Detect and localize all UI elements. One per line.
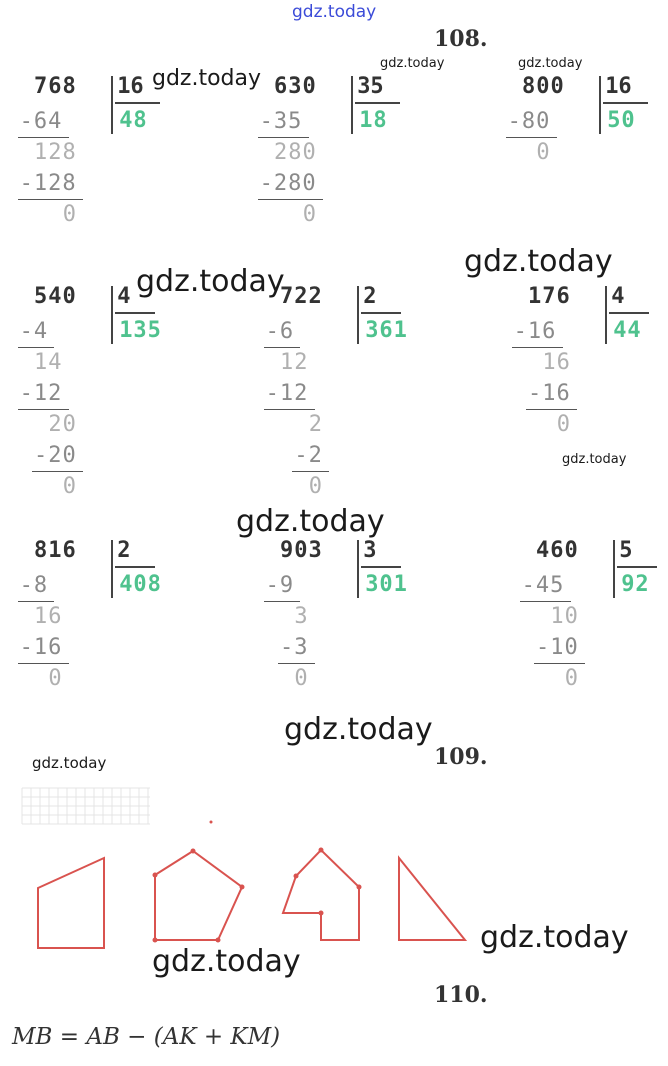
dividend: 800 (522, 74, 565, 99)
watermark-top: gdz.today (292, 2, 377, 22)
watermark: gdz.today (32, 754, 107, 772)
dividend: 630 (274, 74, 317, 99)
quadrilateral-shape (38, 858, 104, 948)
divisor: 4 (117, 284, 131, 309)
divisor: 5 (619, 538, 633, 563)
subtrahend: -12 (265, 381, 309, 406)
remainder: 0 (62, 474, 78, 499)
watermark: gdz.today (562, 452, 627, 467)
divisor: 2 (363, 284, 377, 309)
watermark: gdz.today (152, 66, 262, 91)
quotient: 48 (119, 108, 148, 133)
remainder: 16 (542, 350, 571, 375)
dividend: 816 (34, 538, 77, 563)
divisor: 16 (605, 74, 632, 99)
subtrahend: -2 (294, 443, 323, 468)
remainder: 10 (550, 604, 579, 629)
subtrahend: -128 (19, 171, 77, 196)
subtrahend: -64 (19, 109, 63, 134)
dividend: 722 (280, 284, 323, 309)
hexagon-shape (283, 850, 359, 940)
subtrahend: -45 (521, 573, 565, 598)
quotient: 135 (119, 318, 162, 343)
quotient: 92 (621, 572, 650, 597)
subtrahend: -12 (19, 381, 63, 406)
grid-paper (22, 788, 150, 824)
subtrahend: -16 (528, 381, 571, 406)
remainder: 0 (302, 202, 318, 227)
remainder: 3 (294, 604, 309, 629)
subtrahend: -8 (19, 573, 49, 598)
watermark: gdz.today (236, 504, 385, 539)
pentagon-shape (155, 851, 242, 940)
watermark: gdz.today (380, 56, 445, 71)
subtrahend: -9 (265, 573, 295, 598)
quotient: 301 (365, 572, 408, 597)
watermark: gdz.today (284, 712, 433, 747)
quotient: 44 (613, 318, 642, 343)
watermark: gdz.today (518, 56, 583, 71)
quotient: 408 (119, 572, 162, 597)
divisor: 3 (363, 538, 377, 563)
subtrahend: -16 (513, 319, 557, 344)
divisor: 4 (611, 284, 625, 309)
watermark: gdz.today (136, 264, 285, 299)
subtrahend: -3 (280, 635, 309, 660)
divisor: 35 (357, 74, 384, 99)
dividend: 176 (528, 284, 571, 309)
remainder: 0 (308, 474, 324, 499)
remainder: 0 (536, 140, 551, 165)
watermark: gdz.today (152, 944, 301, 979)
watermark: gdz.today (464, 244, 613, 279)
quotient: 18 (359, 108, 388, 133)
divisor: 16 (117, 74, 144, 99)
watermark: gdz.today (480, 920, 629, 955)
remainder: 0 (294, 666, 309, 691)
subtrahend: -4 (19, 319, 49, 344)
quotient: 50 (607, 108, 636, 133)
subtrahend: -6 (265, 319, 295, 344)
problem-number-108: 108. (434, 26, 488, 52)
remainder: 128 (34, 140, 77, 165)
remainder: 20 (48, 412, 77, 437)
remainder: 12 (280, 350, 309, 375)
dividend: 768 (34, 74, 77, 99)
dividend: 540 (34, 284, 77, 309)
remainder: 16 (34, 604, 63, 629)
remainder: 0 (62, 202, 78, 227)
subtrahend: -80 (507, 109, 551, 134)
subtrahend: -20 (34, 443, 77, 468)
formula-110: MB = AB − (AK + KM) (12, 1024, 281, 1050)
remainder: 0 (48, 666, 63, 691)
problem-number-109: 109. (434, 744, 488, 770)
remainder: 2 (308, 412, 324, 437)
subtrahend: -280 (259, 171, 317, 196)
remainder: 0 (564, 666, 580, 691)
quotient: 361 (365, 318, 408, 343)
remainder: 0 (556, 412, 572, 437)
remainder: 14 (34, 350, 63, 375)
subtrahend: -10 (536, 635, 579, 660)
subtrahend: -35 (259, 109, 303, 134)
subtrahend: -16 (19, 635, 63, 660)
dividend: 460 (536, 538, 579, 563)
problem-number-110: 110. (434, 982, 488, 1008)
divisor: 2 (117, 538, 131, 563)
dividend: 903 (280, 538, 323, 563)
remainder: 280 (274, 140, 317, 165)
triangle-shape (399, 858, 465, 940)
